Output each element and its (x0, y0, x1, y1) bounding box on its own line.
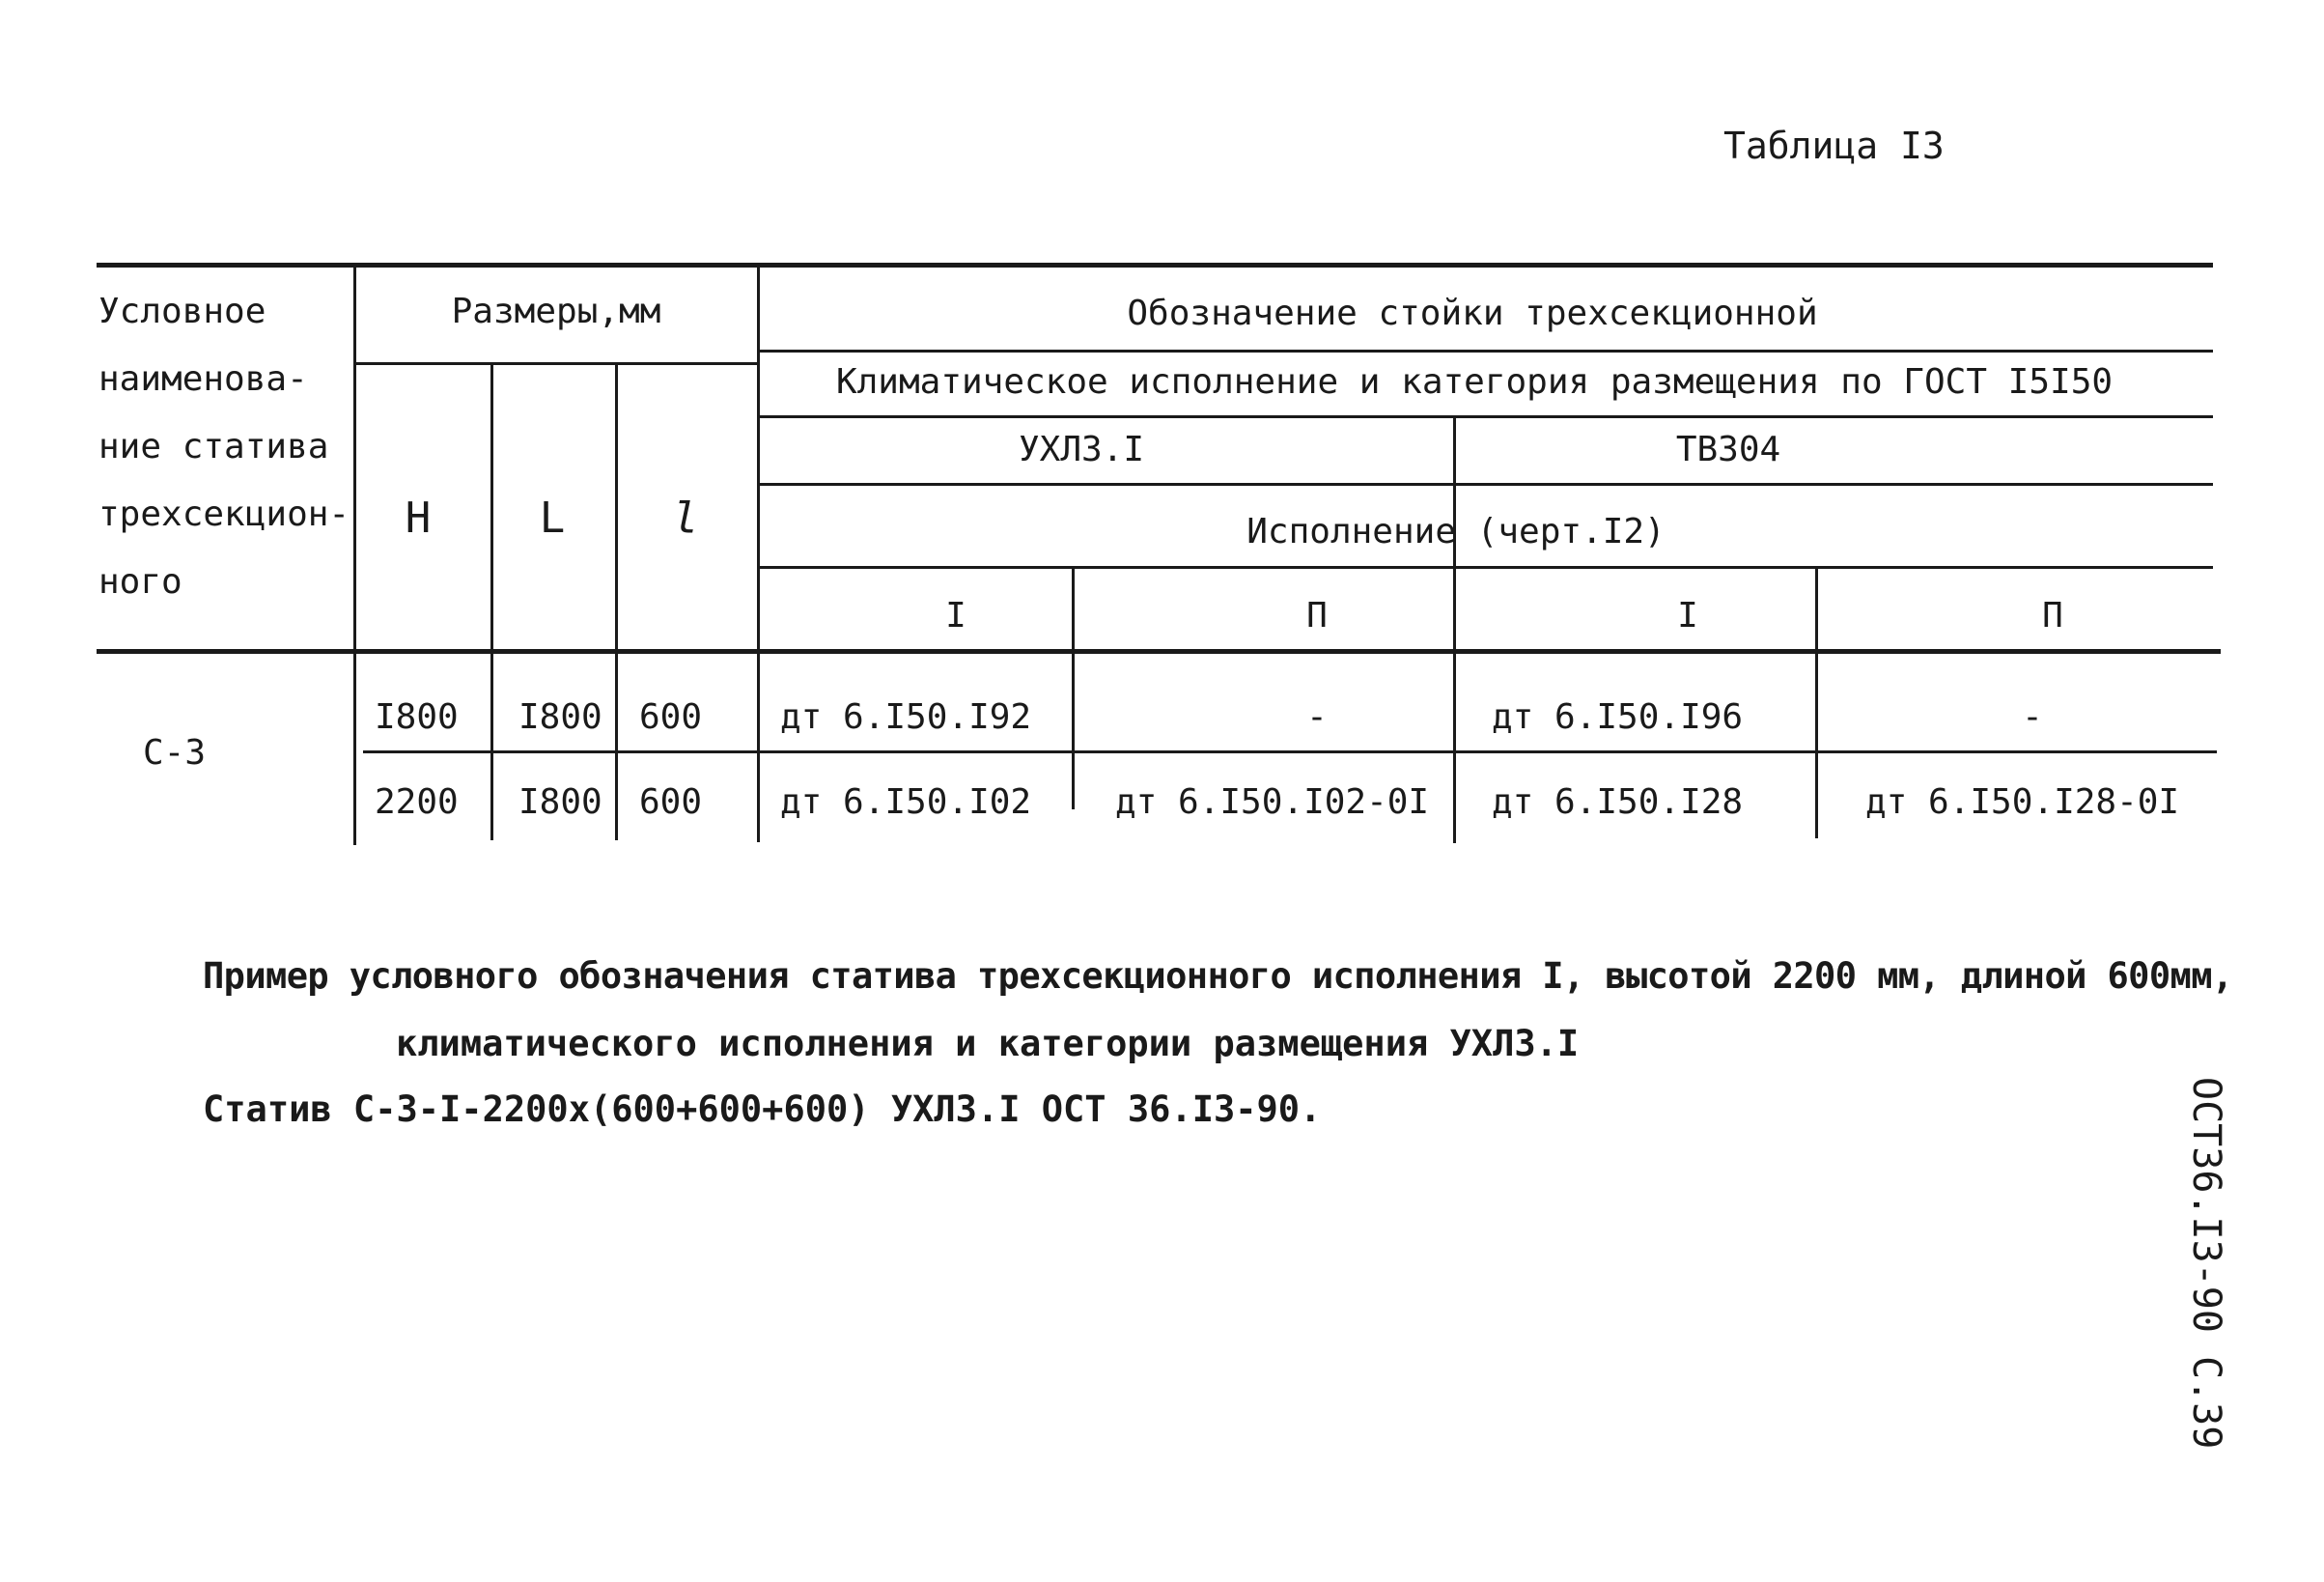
header-climate-uhl: УХЛ3.I (1018, 430, 1145, 469)
header-sizes: Размеры,мм (451, 292, 661, 331)
row1-l: I800 (518, 697, 602, 737)
header-bottom-border (97, 649, 2221, 654)
row-divider (363, 750, 2217, 753)
header-climate-tv: ТВ304 (1675, 430, 1781, 469)
row2-exec1: дт 6.I50.I02 (780, 782, 1032, 822)
col-divider-sizes (757, 263, 760, 842)
header-climate: Климатическое исполнение и категория размещения по ГОСТ I5I50 (835, 362, 2114, 402)
col-divider-exec3 (1815, 566, 1818, 838)
example-line-1: Пример условного обозначения статива трехсекционного исполнения I, высотой 2200 мм, длиной 600мм, (203, 955, 2233, 997)
climate-options-divider (759, 483, 2213, 486)
header-name-line-4: трехсекцион- (98, 494, 350, 534)
document-code-side-label: ОСТ36.I3-90 С.39 (2184, 1077, 2228, 1450)
execution-divider (759, 566, 2213, 569)
col-divider-name (353, 263, 356, 845)
climate-divider (759, 415, 2213, 418)
header-name-line-3: ние статива (98, 427, 329, 466)
row2-l: I800 (518, 782, 602, 822)
row1-exec4: - (2022, 697, 2043, 737)
row2-h: 2200 (375, 782, 459, 822)
header-dim-l: L (539, 494, 566, 543)
header-name-line-1: Условное (98, 292, 266, 331)
col-divider-exec1 (1072, 566, 1075, 809)
row-name: С-3 (143, 733, 207, 773)
row1-exec1: дт 6.I50.I92 (780, 697, 1032, 737)
row1-small-l: 600 (639, 697, 703, 737)
table-top-border (97, 263, 2213, 268)
header-name-line-5: ного (98, 562, 182, 602)
header-exec-4: П (2042, 596, 2063, 636)
row1-exec2: - (1306, 697, 1328, 737)
row2-exec2: дт 6.I50.I02-0I (1115, 782, 1430, 822)
row1-h: I800 (375, 697, 459, 737)
row2-exec3: дт 6.I50.I28 (1492, 782, 1744, 822)
header-exec-2: П (1306, 596, 1328, 636)
header-dim-small-l: l (672, 494, 699, 543)
header-exec-3: I (1677, 596, 1698, 636)
example-line-2: климатического исполнения и категории размещения УХЛ3.I (396, 1023, 1580, 1064)
row1-exec3: дт 6.I50.I96 (1492, 697, 1744, 737)
col-divider-climate (1453, 415, 1456, 843)
table-title: Таблица I3 (1723, 125, 1945, 167)
header-dim-h: H (405, 494, 432, 543)
row2-small-l: 600 (639, 782, 703, 822)
sizes-divider (355, 362, 759, 365)
col-divider-h (490, 364, 493, 840)
example-line-3: Статив С-3-I-2200х(600+600+600) УХЛ3.I ОСТ 36.I3-90. (203, 1088, 1322, 1130)
header-designation: Обозначение стойки трехсекционной (1127, 294, 1818, 333)
row2-exec4: дт 6.I50.I28-0I (1865, 782, 2180, 822)
header-execution: Исполнение (черт.I2) (1246, 512, 1666, 551)
header-name-line-2: наименова- (98, 359, 308, 399)
designation-divider (759, 350, 2213, 353)
header-exec-1: I (945, 596, 966, 636)
col-divider-l (615, 364, 618, 840)
